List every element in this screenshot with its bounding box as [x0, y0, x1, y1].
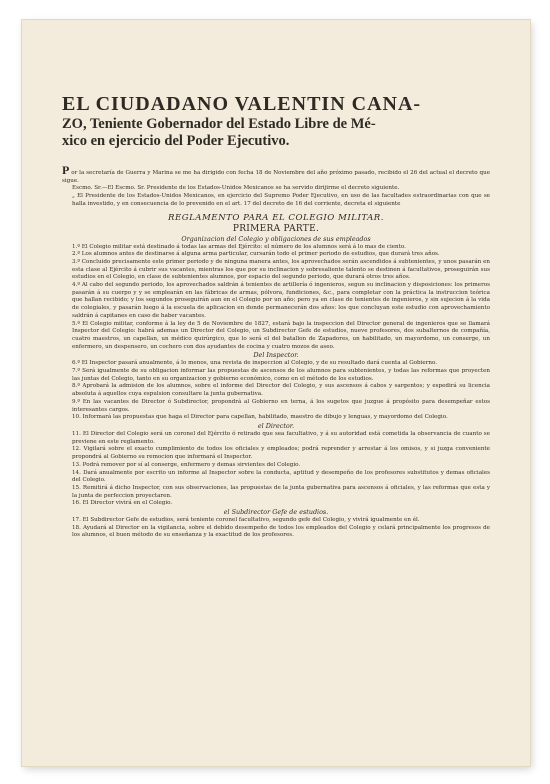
article-8: 8.º Aprobará la admision de los alumnos, sobre el informe del Director del Colegio, y sus ascensos á cabos y sargentos; y espedirá su licencia absoluta á aquellos cuya espulsion consultare la junta gubernativa. — [72, 383, 490, 398]
reglamento-heading: REGLAMENTO PARA EL COLEGIO MILITAR. — [167, 212, 385, 223]
intro-paragraph-2: Escmo. Sr.—El Escmo. Sr. Presidente de los Estados-Unidos Mexicanos se ha servido dirijirme el decreto siguiente. — [72, 185, 400, 192]
article-7: 7.º Será igualmente de su obligacion informar las propuestas de ascensos de los alumnos para subtenientes, y todas las reformas que proyecten las juntas del Colegio, tanto en su organizacion y gobierno económico, como en el método de los estudios. — [72, 368, 490, 382]
article-9: 9.º En las vacantes de Director ó Subdirector, propondrá al Gobierno en terna, á los sugetos que juzgue á propósito para desempeñar estos interesantes cargos. — [72, 398, 490, 413]
intro-paragraph — [62, 163, 491, 185]
document-title: EL CIUDADANO VALENTIN CANA- — [62, 93, 422, 115]
article-6: 6.º El Inspector pasará anualmente, á lo menos, una revista de inspeccion al Colegio, y de su resultado dará cuenta al Gobierno. — [72, 360, 438, 367]
article-4: 4.º Al cabo del segundo periodo, los aprovechados saldrán á tenientes de artillería ó ingenieros, segun su inclinacion y disposiciones: los primeros pasarán á su cuerpo y y se emplearán en las fábricas de armas, pólvora, fundiciones, &c., para completar con la práctica la instruccion teórica que hallan recibido; y los segundos proseguirán aun en el Colegio por un año; pero ya en clase de tenientes de ingenieros, y sin sujecion á la vida de colegiales, y pasarán luego á la escuela de aplicacion en donde permanecerán dos años: los que concluyan este estudio con aprovechamiento saldrán á capitanes en caso de haber vacantes. — [72, 282, 490, 319]
article-1: 1.º El Colegio militar está destinado á todas las armas del Ejército: el número de los alumnos será á lo mas de ciento. — [72, 243, 406, 250]
part-heading: PRIMERA PARTE. — [232, 223, 320, 234]
article-3: 3.º Concluido precisamente este primer periodo y de ninguna manera antes, los aprovechados serán ascendidos á subtenientes, y unos pasarán en esta clase al Ejército á cubrir sus vacantes, mientras los que por su inclinacion y sobresaliente talento se destinen á facultativos, proseguirán sus estudios en el Colegio, en clase de subtenientes alumnos, por espacio del segundo periodo, que durará otros tres años. — [72, 258, 490, 281]
article-12: 12. Vigilará sobre el exacto cumplimiento de todos los oficiales y empleados; podrá reprender y arrestar á los omisos, y si juzga conveniente propondrá al Gobierno su remocion que informará el Inspector. — [72, 446, 490, 461]
article-16: 16. El Director vivirá en el Colegio. — [72, 500, 173, 507]
document-subtitle-line-2: xico en ejercicio del Poder Ejecutivo. — [62, 133, 290, 149]
article-17: 17. El Subdirector Gefe de estudios, será teniente coronel facultativo, segundo gefe del Colegio, y vivirá igualmente en él. — [72, 517, 420, 524]
article-15: 15. Remitirá á dicho Inspector, con sus observaciones, las propuestas de la junta gubernativa para ascensos á oficiales, y las reformas que esta y la junta de perfeccion proyectaren. — [72, 484, 490, 499]
section-heading-organizacion: Organizacion del Colegio y obligaciones de sus empleados — [181, 234, 371, 243]
article-11: 11. El Director del Colegio será un coronel del Ejército ó retirado que sea facultativo, y á su autoridad está cometida la observancia de cuanto se previene en este reglamento. — [72, 430, 490, 445]
article-2: 2.º Los alumnos antes de destinarse á alguna arma particular, cursarán todo el primer periodo de estudios, que durará tres años. — [72, 251, 440, 258]
article-18: 18. Ayudará al Director en la vigilancia, sobre el debido desempeño de todos los empleados del Colegio y celará principalmente los progresos de los alumnos, el buen método de su enseñanza y la exactitud de los profesores. — [72, 524, 490, 539]
document-content — [62, 92, 490, 540]
section-heading-inspector: Del Inspector. — [253, 351, 299, 360]
drop-cap: P — [62, 163, 70, 177]
intro-text: or la secretaría de Guerra y Marina se me ha dirigido con fecha 18 de Noviembre del año próximo pasado, recibido el 26 del actual el decreto que sigue. — [62, 170, 491, 184]
document-subtitle-line-1: ZO, Teniente Gobernador del Estado Libre de Mé- — [62, 116, 376, 132]
article-13: 13. Podrá remover por sí al conserge, enfermero y demas sirvientes del Colegio. — [72, 461, 301, 468]
article-10: 10. Informará las propuestas que haga el Director para capellan, habilitado, maestro de dibujo y lenguas, y mayordomo del Colegio. — [72, 414, 448, 421]
section-heading-director: el Director. — [257, 421, 295, 430]
article-14: 14. Dará anualmente por escrito un informe al Inspector sobre la conducta, aptitud y desempeño de los profesores substitutos y demas oficiales del Colegio. — [72, 469, 490, 484]
intro-paragraph-3: „ El Presidente de los Estados-Unidos Mexicanos, en ejercicio del Supremo Poder Ejecutivo, en uso de las facultades estraordinarias con que se halla investido, y en consecuencia de lo prevenido en el art. 17 del decreto de 16 del corriente, decreta el siguiente — [72, 193, 490, 207]
document-page — [22, 20, 530, 766]
section-heading-subdirector: el Subdirector Gefe de estudios. — [223, 508, 329, 517]
article-5: 5.º El Colegio militar, conforme á la ley de 5 de Noviembre de 1827, estará bajo la inspeccion del Director general de ingenieros que se llamará Inspector del Colegio: habrá ademas un Director del Colegio, un Subdirector Gefe de estudios, nueve profesores, dos subalternos de compañía, cuatro maestros, un capellan, un médico quirúrgico, que lo será el del batallon de Zapadores, un habilitado, un mayordomo, un conserge, un enfermero, un despensero, un cochero con dos ayudantes de cocina y cuatro mozos de aseo. — [72, 320, 490, 350]
